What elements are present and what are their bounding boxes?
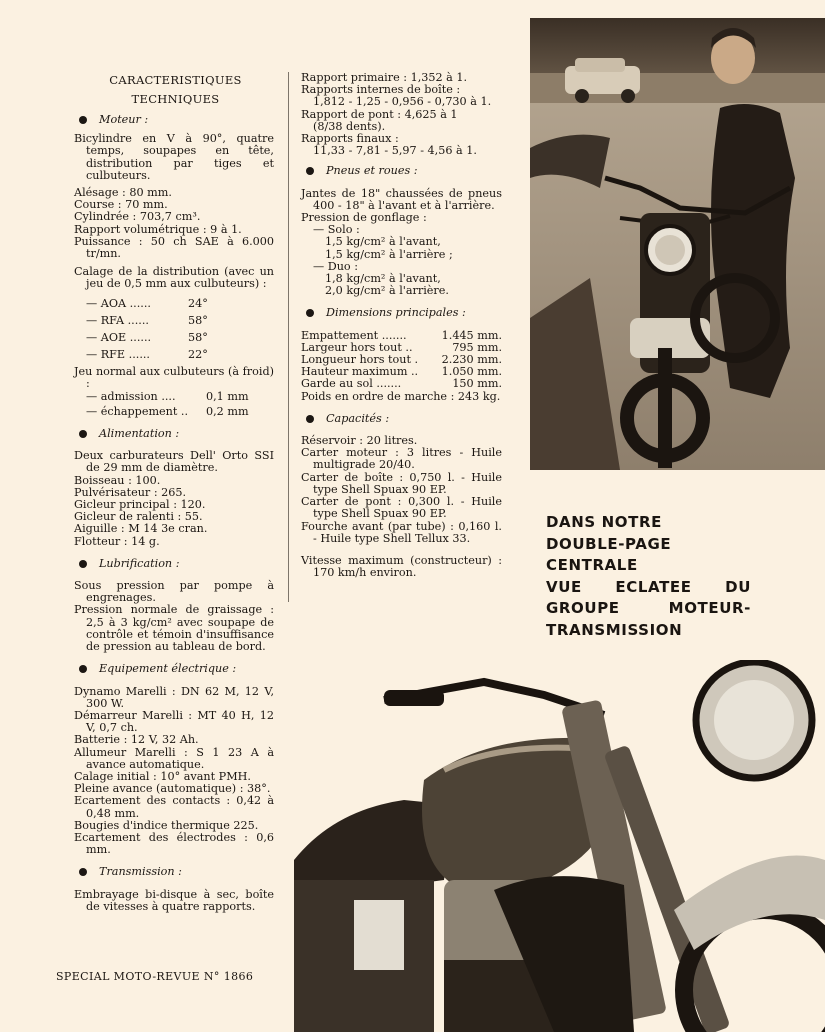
capacite-line: Carter de boîte : 0,750 l. - Huile type Shell Spuax 90 EP.: [301, 470, 502, 496]
electrique-line: Pleine avance (automatique) : 38°.: [74, 782, 271, 796]
dimension-key: Garde au sol .......: [301, 377, 402, 391]
headline-line: DOUBLE-PAGE: [546, 534, 672, 553]
section-heading-capacites: [303, 413, 502, 425]
moteur-intro: Bicylindre en V à 90°, quatre temps, soupapes en tête, distribution par tiges et culbuteurs.: [74, 132, 274, 182]
capacite-line: Carter de pont : 0,300 l. - Huile type Shell Spuax 90 EP.: [301, 495, 502, 521]
distribution-value: 24°: [188, 297, 208, 311]
calage: Calage de la distribution (avec un jeu de 0,5 mm aux culbuteurs) :: [74, 265, 274, 291]
bullet-icon: [306, 309, 314, 317]
solo-label: — Solo :: [313, 223, 360, 237]
headline-line: VUE ECLATEE DU: [546, 577, 751, 596]
heading-text: Capacités :: [326, 411, 390, 425]
jeu-row: [74, 390, 274, 405]
alesage: Alésage : 80 mm.: [74, 186, 172, 200]
rapport-line: 11,33 - 7,81 - 5,97 - 4,56 à 1.: [313, 144, 477, 158]
section-heading-pneus: [303, 165, 502, 177]
rapport-line: Rapports finaux :: [301, 132, 399, 146]
distribution-key: — RFA ......: [86, 314, 149, 328]
dimension-key: Largeur hors tout ..: [301, 340, 413, 354]
capacite-line: Fourche avant (par tube) : 0,160 l. - Huile type Shell Tellux 33.: [301, 519, 502, 545]
section-heading-transmission: [76, 866, 274, 878]
photo-motorcycle-closeup: [294, 660, 825, 1032]
poids: Poids en ordre de marche : 243 kg.: [301, 389, 501, 403]
bullet-icon: [79, 430, 87, 438]
headline-line: DANS NOTRE: [546, 513, 662, 531]
jeu-value: 0,2 mm: [206, 405, 249, 419]
heading-text: Lubrification :: [99, 556, 180, 570]
solo-arriere: 1,5 kg/cm² à l'arrière ;: [325, 247, 453, 261]
capacite-line: Réservoir : 20 litres.: [301, 434, 418, 448]
bullet-icon: [79, 116, 87, 124]
distribution-row: [74, 330, 274, 347]
alimentation-line: Boisseau : 100.: [74, 473, 161, 487]
title-line-2: TECHNIQUES: [131, 92, 220, 106]
electrique-line: Bougies d'indice thermique 225.: [74, 818, 259, 832]
distribution-key: — AOA ......: [86, 297, 151, 311]
jantes: Jantes de 18" chaussées de pneus 400 - 18" à l'avant et à l'arrière.: [301, 186, 502, 212]
rapport-line: (8/38 dents).: [313, 119, 386, 133]
rapport-volumetrique: Rapport volumétrique : 9 à 1.: [74, 222, 242, 236]
heading-text: Moteur :: [99, 113, 149, 126]
solo-avant: 1,5 kg/cm² à l'avant,: [325, 235, 441, 249]
dimension-key: Longueur hors tout .: [301, 353, 419, 367]
headline-line: CENTRALE: [546, 556, 638, 574]
alimentation-line: Gicleur de ralenti : 55.: [74, 510, 203, 524]
alimentation-line: Aiguille : M 14 3e cran.: [74, 522, 208, 536]
heading-text: Equipement électrique :: [99, 662, 237, 676]
capacite-line: Carter moteur : 3 litres - Huile multigrade 20/40.: [301, 446, 502, 472]
jeu-key: — admission ....: [86, 390, 176, 404]
dimension-value: 1.050 mm.: [441, 365, 502, 379]
alimentation-line: Gicleur principal : 120.: [74, 498, 206, 512]
dimension-key: Empattement .......: [301, 328, 407, 342]
duo-label: — Duo :: [313, 259, 358, 273]
rapport-line: 1,812 - 1,25 - 0,956 - 0,730 à 1.: [313, 95, 492, 109]
dimension-value: 795 mm.: [452, 340, 502, 354]
dimension-value: 2.230 mm.: [441, 353, 502, 367]
electrique-line: Ecartement des contacts : 0,42 à 0,48 mm.: [74, 794, 274, 820]
bullet-icon: [79, 560, 87, 568]
dimension-key: Hauteur maximum ..: [301, 365, 419, 379]
dimensions-table: [301, 330, 502, 403]
jeu-table: [74, 390, 274, 420]
page-footer: SPECIAL MOTO-REVUE N° 1866: [56, 970, 254, 983]
rapport-line: Rapports internes de boîte :: [301, 83, 461, 97]
headline-block: [546, 512, 776, 641]
cylindree: Cylindrée : 703,7 cm³.: [74, 210, 201, 224]
electrique-line: Dynamo Marelli : DN 62 M, 12 V, 300 W.: [74, 684, 274, 710]
duo-avant: 1,8 kg/cm² à l'avant,: [325, 272, 441, 286]
lubrification-p1: Sous pression par pompe à engrenages.: [74, 579, 274, 605]
motorcycle-photo-svg: [294, 660, 825, 1032]
bullet-icon: [79, 665, 87, 673]
jeu-key: — échappement ..: [86, 405, 189, 419]
pression-block: [301, 212, 502, 297]
spec-column-left: [74, 70, 274, 913]
distribution-value: 58°: [188, 331, 208, 345]
bullet-icon: [306, 167, 314, 175]
dimension-row: [301, 378, 502, 390]
heading-text: Pneus et roues :: [326, 164, 418, 178]
bullet-icon: [306, 415, 314, 423]
course: Course : 70 mm.: [74, 198, 168, 212]
carburateurs: Deux carburateurs Dell' Orto SSI de 29 mm de diamètre.: [74, 449, 274, 475]
photo-rider-motorcycle: [530, 18, 825, 470]
puissance: Puissance : 50 ch SAE à 6.000 tr/mn.: [74, 234, 274, 261]
distribution-row: [74, 347, 274, 364]
jeu-culbuteurs: Jeu normal aux culbuteurs (à froid) :: [74, 364, 274, 390]
jeu-value: 0,1 mm: [206, 390, 249, 404]
distribution-value: 58°: [188, 314, 208, 328]
section-heading-dimensions: [303, 307, 502, 319]
transmission-p1: Embrayage bi-disque à sec, boîte de vitesses à quatre rapports.: [74, 887, 274, 913]
electrique-lines: [74, 686, 274, 857]
section-heading-moteur: [76, 114, 274, 126]
electrique-line: Allumeur Marelli : S 1 23 A à avance automatique.: [74, 745, 274, 771]
section-heading-alimentation: [76, 428, 274, 440]
duo-arriere: 2,0 kg/cm² à l'arrière.: [325, 284, 449, 298]
distribution-row: [74, 296, 274, 313]
headline-line: GROUPE MOTEUR-: [546, 599, 751, 617]
lubrification-p2: Pression normale de graissage : 2,5 à 3 kg/cm² avec soupape de contrôle et témoin d'insuffisance de pression au tableau de bord.: [74, 603, 274, 654]
distribution-value: 22°: [188, 348, 208, 362]
electrique-line: Démarreur Marelli : MT 40 H, 12 V, 0,7 ch.: [74, 708, 274, 735]
electrique-line: Calage initial : 10° avant PMH.: [74, 769, 251, 783]
distribution-key: — AOE ......: [86, 331, 152, 345]
distribution-row: [74, 313, 274, 330]
vitesse-maximum: Vitesse maximum (constructeur) : 170 km/h environ.: [301, 553, 502, 580]
rider-photo-svg: [530, 18, 825, 470]
rapport-line: Rapport de pont : 4,625 à 1: [301, 107, 458, 121]
electrique-line: Batterie : 12 V, 32 Ah.: [74, 733, 199, 747]
rapports-block: [301, 72, 502, 157]
heading-text: Dimensions principales :: [326, 306, 466, 320]
electrique-line: Ecartement des électrodes : 0,6 mm.: [74, 830, 274, 857]
dimension-value: 150 mm.: [452, 377, 502, 391]
heading-text: Alimentation :: [99, 427, 180, 441]
title-line-1: CARACTERISTIQUES: [109, 73, 242, 87]
alimentation-line: Flotteur : 14 g.: [74, 534, 160, 548]
spec-column-right: [301, 72, 502, 579]
section-heading-lubrification: [76, 558, 274, 570]
distribution-key: — RFE ......: [86, 348, 150, 362]
column-divider: [288, 72, 289, 602]
alimentation-lines: [74, 475, 274, 548]
section-heading-equipement: [76, 663, 274, 675]
distribution-table: [74, 296, 274, 364]
pression-title: Pression de gonflage :: [301, 211, 427, 225]
moteur-lines: [74, 187, 274, 260]
headline-line: TRANSMISSION: [546, 620, 683, 639]
capacites-lines: [301, 435, 502, 545]
alimentation-line: Pulvérisateur : 265.: [74, 485, 187, 499]
heading-text: Transmission :: [99, 865, 182, 879]
jeu-row: [74, 405, 274, 420]
bullet-icon: [79, 868, 87, 876]
dimension-value: 1.445 mm.: [441, 328, 502, 342]
rapport-line: Rapport primaire : 1,352 à 1.: [301, 71, 468, 84]
